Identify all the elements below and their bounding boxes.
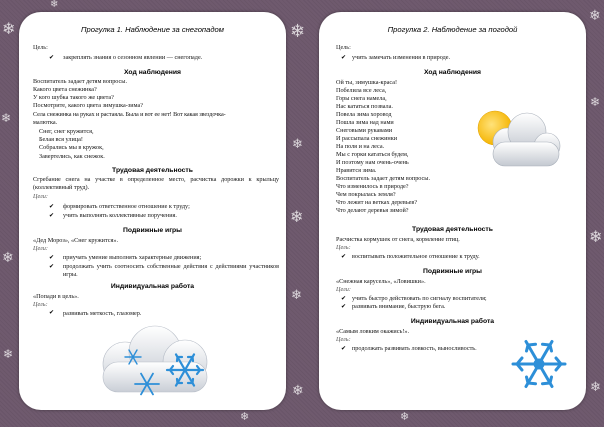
right-work-text: Расчистка кормушек от снега, кормление птиц.	[336, 236, 460, 243]
background-snowflake-icon: ❄	[400, 411, 410, 423]
left-goal-label: Цель:	[33, 44, 48, 51]
left-individual-goal-item: развивать меткость, глазомер.	[63, 310, 142, 317]
observation-line: Посмотрите, какого цвета зимушка-зима?	[33, 102, 143, 109]
left-individual-heading: Индивидуальная работа	[110, 283, 195, 290]
check-icon: ✔	[341, 296, 347, 302]
left-games-goal-item: приучать умение выполнять характерные движения;	[63, 254, 202, 261]
left-individual-text: «Попади в цель».	[33, 293, 79, 300]
observation-line: Побелила все леса,	[336, 87, 387, 94]
left-games-heading: Подвижные игры	[123, 227, 182, 234]
right-individual-goal-item: продолжать развивать ловкость, выносливость.	[352, 345, 477, 352]
left-work-text: Сгребание снега на участке в определенное место, расчистка дорожки к крыльцу (коллективный труд).	[33, 176, 279, 191]
left-work-goal-item: учить выполнять коллективные поручения.	[63, 212, 177, 219]
background-snowflake-icon: ❄	[50, 0, 59, 10]
observation-line: Воспитатель задает детям вопросы.	[33, 78, 128, 85]
right-games-goal-label: Цели:	[336, 286, 351, 293]
left-games-goal-label: Цели:	[33, 245, 48, 252]
observation-line: Села снежинка на руках и растаяла. Была и вот ее нет! Вот какая звездочка-	[33, 111, 226, 118]
right-observation-heading: Ход наблюдения	[423, 69, 481, 76]
check-icon: ✔	[49, 255, 55, 261]
left-work-goal-label: Цели:	[33, 193, 48, 200]
background-snowflake-icon: ❄	[590, 379, 601, 394]
background-snowflake-icon: ❄	[2, 251, 14, 266]
left-walk-card	[19, 12, 286, 410]
left-games-goal-item: продолжать учить соотносить собственные действия с действиями участников игры.	[63, 263, 279, 278]
right-games-goal-item: развивать внимание, быструю бега.	[352, 303, 446, 310]
background-snowflake-icon: ❄	[590, 95, 601, 109]
check-icon: ✔	[341, 346, 347, 352]
right-individual-text: «Самым ловким окажись!».	[336, 328, 409, 335]
right-card-title: Прогулка 2. Наблюдение за погодой	[387, 25, 518, 34]
check-icon: ✔	[341, 55, 347, 61]
left-goal-item: закреплять знания о сезонном явлении — снегопаде.	[63, 54, 203, 61]
snowflake-icon	[509, 334, 569, 394]
observation-line: Горы снега намела,	[336, 95, 387, 102]
background-snowflake-icon: ❄	[1, 111, 12, 125]
right-work-heading: Трудовая деятельность	[412, 226, 493, 233]
observation-line: Снеговыми рукавами	[336, 127, 393, 134]
right-individual-heading: Индивидуальная работа	[410, 318, 495, 325]
check-icon: ✔	[341, 254, 347, 260]
background-snowflake-icon: ❄	[240, 411, 250, 423]
right-goal-label: Цель:	[336, 44, 351, 51]
background-snowflake-icon: ❄	[292, 384, 304, 399]
check-icon: ✔	[49, 213, 55, 219]
observation-line: Снег, снег кружится,	[39, 128, 94, 135]
observation-line: И поэтому нам очень-очень	[336, 159, 409, 166]
observation-line: Воспитатель задает детям вопросы.	[336, 175, 431, 182]
background-snowflake-icon: ❄	[589, 9, 601, 24]
right-work-goal-item: воспитывать положительное отношение к труду.	[352, 253, 480, 260]
observation-line: Какого цвета снежинка?	[33, 86, 97, 93]
observation-line: Пошла зима над нами	[336, 119, 394, 126]
observation-line: У кого шубка такого же цвета?	[33, 94, 114, 101]
right-games-goal-item: учить быстро действовать по сигналу воспитателя;	[352, 295, 487, 302]
left-card-title: Прогулка 1. Наблюдение за снегопадом	[81, 25, 224, 34]
observation-line: На поля и на леса.	[336, 143, 385, 150]
left-work-goal-item: формировать ответственное отношение к труду;	[63, 203, 190, 210]
right-games-heading: Подвижные игры	[423, 268, 482, 275]
check-icon: ✔	[49, 310, 55, 316]
observation-line: Белая вся улица!	[39, 136, 83, 143]
check-icon: ✔	[49, 204, 55, 210]
check-icon: ✔	[49, 55, 55, 61]
right-games-text: «Снежная карусель», «Ловишки».	[336, 278, 426, 285]
background-snowflake-icon: ❄	[292, 136, 303, 151]
background-snowflake-icon: ❄	[291, 287, 302, 302]
background-snowflake-icon: ❄	[290, 209, 304, 226]
observation-line: Что лежит на ветках деревьев?	[336, 199, 418, 206]
observation-line: малютка.	[33, 119, 58, 126]
left-work-heading: Трудовая деятельность	[112, 167, 193, 174]
background-snowflake-icon: ❄	[589, 229, 603, 246]
check-icon: ✔	[49, 264, 55, 270]
background-snowflake-icon: ❄	[2, 21, 16, 38]
right-goal-item: учить замечать изменения в природе.	[352, 54, 451, 61]
background-snowflake-icon: ❄	[3, 347, 14, 361]
left-games-text: «Дед Мороз», «Снег кружится».	[33, 237, 119, 244]
right-individual-goal-label: Цель:	[336, 336, 351, 343]
background-snowflake-icon: ❄	[290, 21, 306, 41]
observation-line: Завертелись, как снежок.	[39, 153, 105, 160]
right-walk-card	[319, 12, 586, 410]
observation-line: Чем покрылась земля?	[336, 191, 396, 198]
observation-line: Собрались мы в кружок,	[39, 144, 104, 151]
sun-behind-cloud-icon	[469, 100, 564, 172]
left-observation-heading: Ход наблюдения	[123, 69, 181, 76]
observation-line: Нас кататься позвала.	[336, 103, 393, 110]
observation-line: Повела зима хоровод	[336, 111, 392, 118]
observation-line: И рассыпала снежинки	[336, 135, 398, 142]
right-work-goal-label: Цель:	[336, 244, 351, 251]
observation-line: Что делают деревья зимой?	[336, 207, 409, 214]
observation-line: Нравится зима.	[336, 167, 377, 174]
left-individual-goal-label: Цель:	[33, 301, 48, 308]
cloud-with-snowflakes-icon	[85, 322, 235, 407]
observation-line: Что изменилось в природе?	[336, 183, 409, 190]
observation-line: Мы с горки кататься будем,	[336, 151, 409, 158]
observation-line: Ой ты, зимушка-краса!	[336, 79, 398, 86]
check-icon: ✔	[341, 304, 347, 310]
